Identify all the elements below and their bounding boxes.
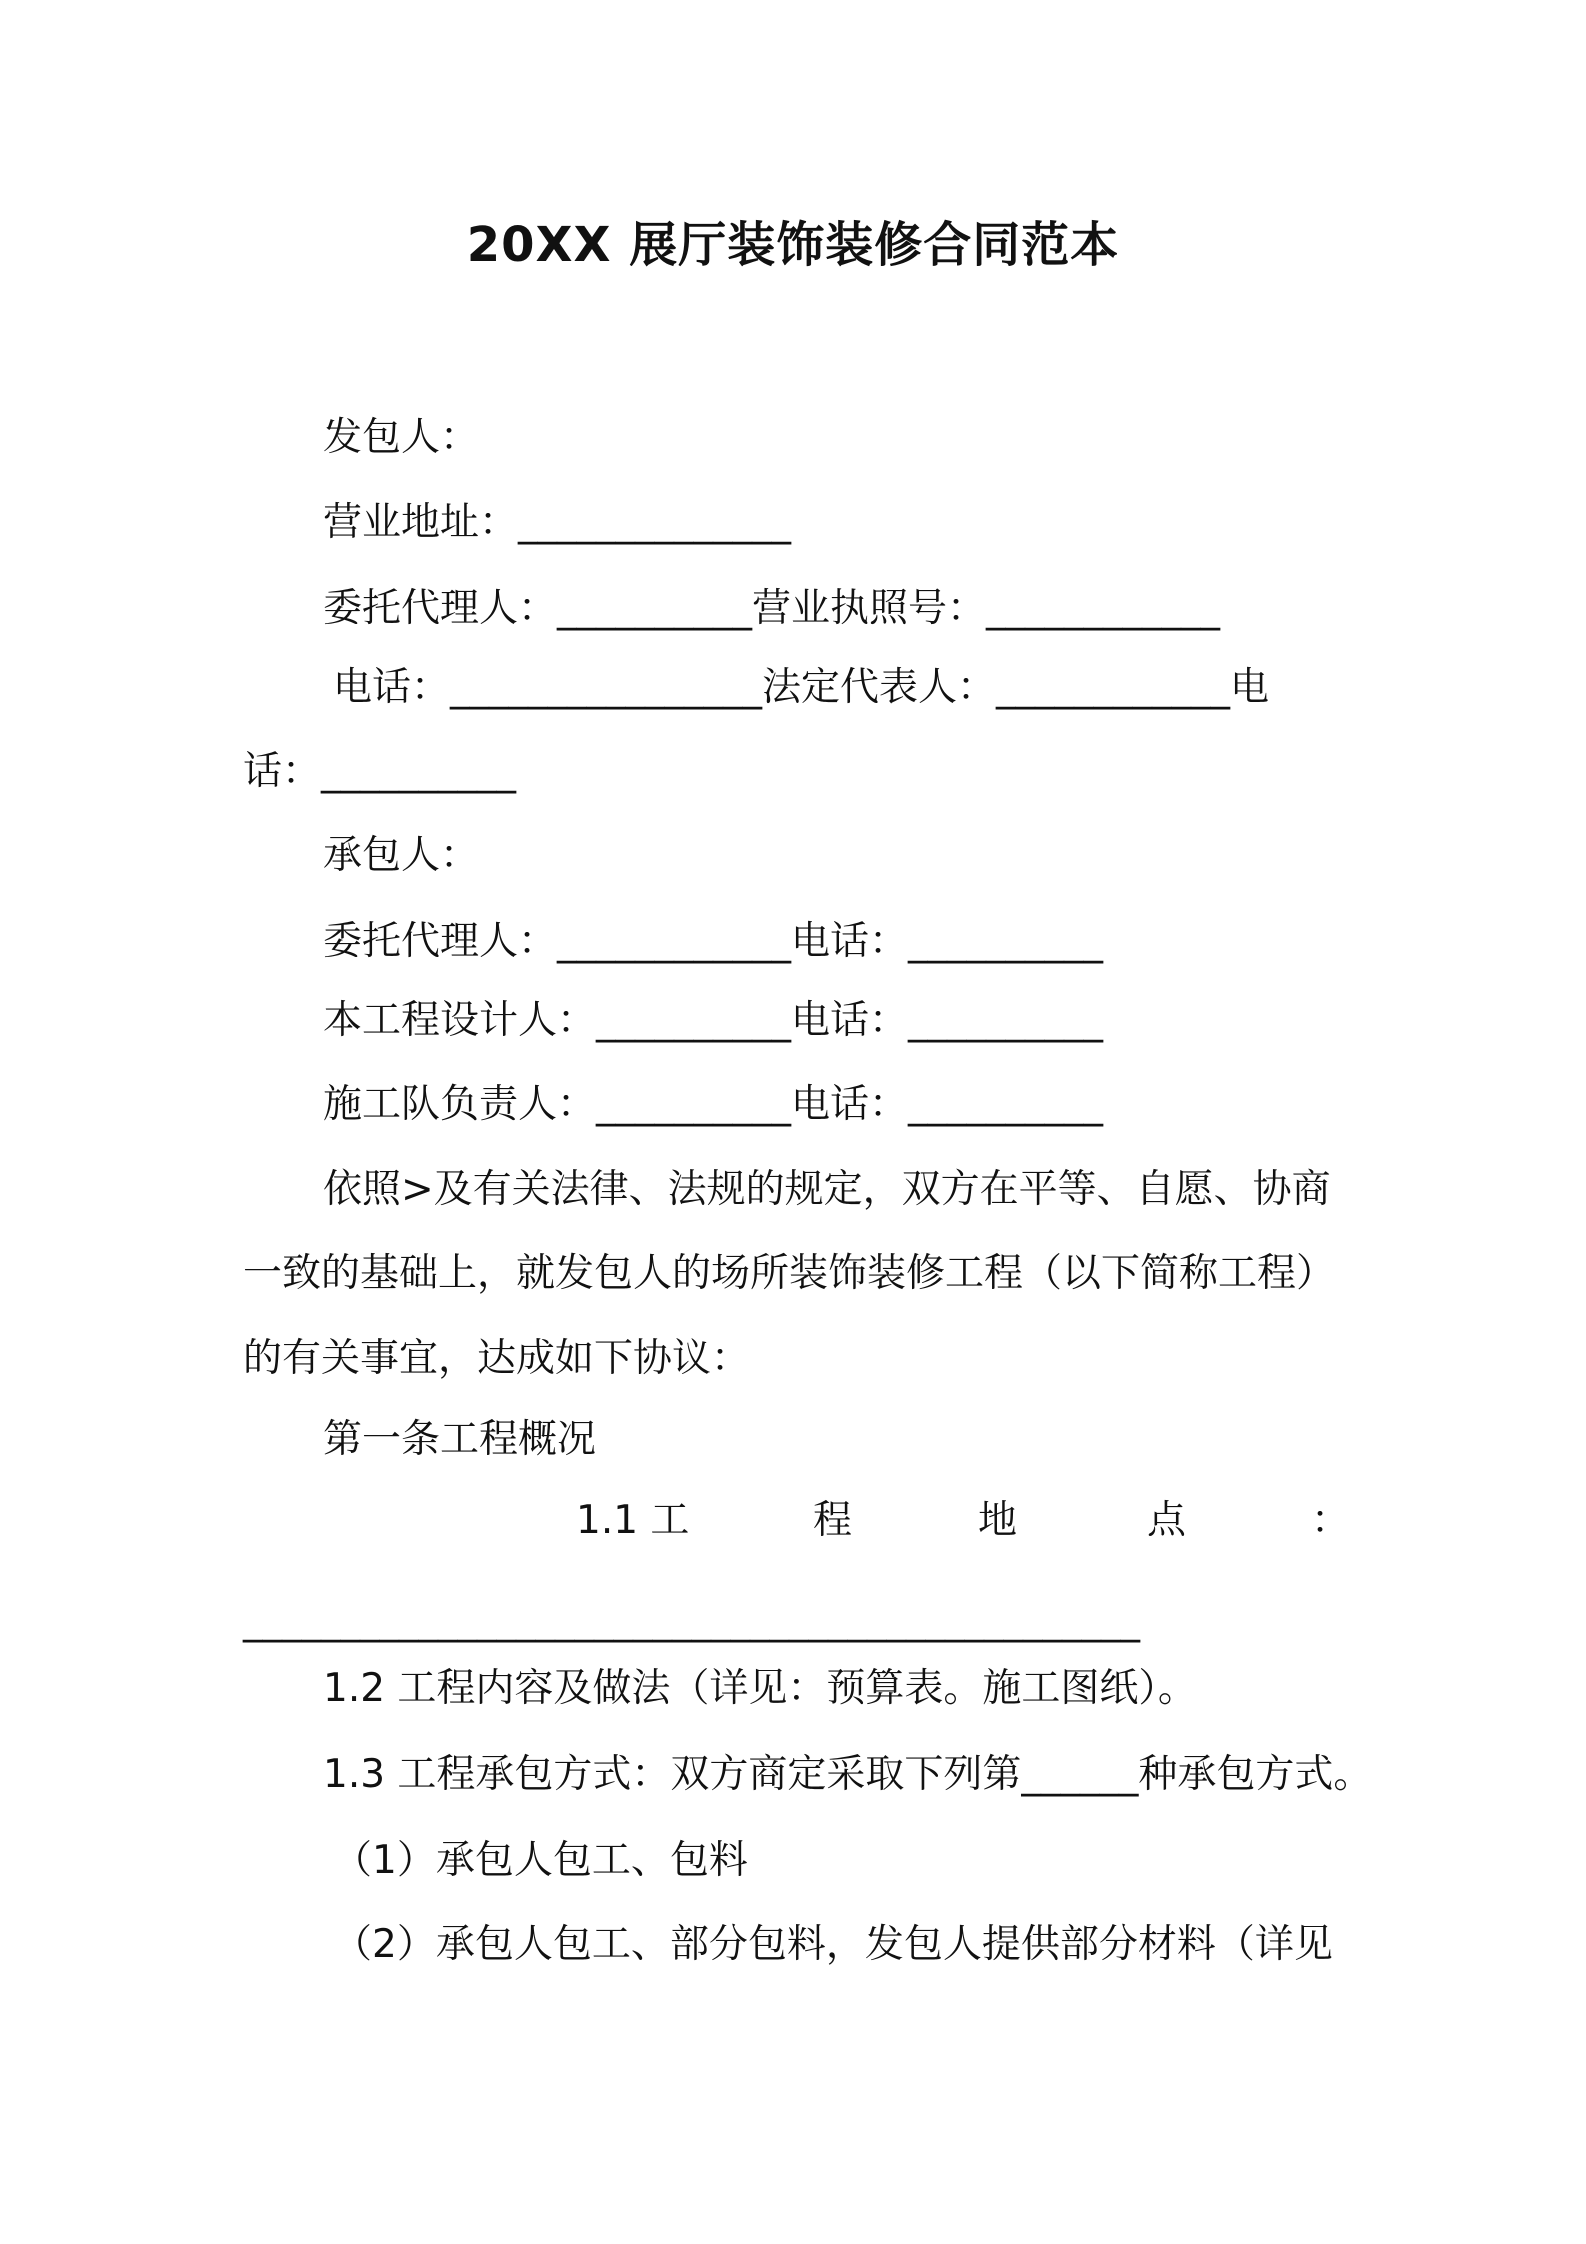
preamble-line-2: 一致的基础上，就发包人的场所装饰装修工程（以下简称工程） (243, 1251, 1336, 1296)
item-1-1-colon: ： (1311, 1498, 1351, 1543)
item-1-1-part-c: 地 (978, 1498, 1018, 1543)
agent-license-line: 委托代理人：__________营业执照号：____________ (323, 586, 1221, 631)
item-1-1-part-b: 程 (813, 1498, 853, 1543)
document-title: 20XX 展厅装饰装修合同范本 (466, 217, 1120, 273)
article-1-heading: 第一条工程概况 (323, 1417, 597, 1462)
phone-continuation-line: 话：__________ (243, 749, 517, 794)
option-1: （1）承包人包工、包料 (333, 1838, 748, 1883)
designer-line: 本工程设计人：__________电话：__________ (323, 998, 1104, 1043)
business-address-line: 营业地址：______________ (323, 500, 792, 545)
item-1-3: 1.3 工程承包方式：双方商定采取下列第______种承包方式。 (323, 1752, 1373, 1797)
contractor-label: 承包人： (323, 833, 480, 878)
item-1-1-part-a: 1.1 工 (576, 1498, 690, 1543)
employer-label: 发包人： (323, 415, 480, 460)
preamble-line-3: 的有关事宜，达成如下协议： (243, 1336, 751, 1381)
phone-legal-rep-line: 电话：________________法定代表人：____________电 (333, 665, 1270, 710)
preamble-line-1: 依照>及有关法律、法规的规定，双方在平等、自愿、协商 (323, 1167, 1331, 1212)
item-1-1-blank: ______________________________________________ (243, 1598, 1140, 1643)
item-1-2: 1.2 工程内容及做法（详见：预算表。施工图纸）。 (323, 1666, 1197, 1711)
item-1-1-part-d: 点 (1147, 1498, 1187, 1543)
option-2: （2）承包人包工、部分包料，发包人提供部分材料（详见 (333, 1922, 1333, 1967)
crew-leader-line: 施工队负责人：__________电话：__________ (323, 1082, 1104, 1127)
contractor-agent-line: 委托代理人：____________电话：__________ (323, 919, 1104, 964)
